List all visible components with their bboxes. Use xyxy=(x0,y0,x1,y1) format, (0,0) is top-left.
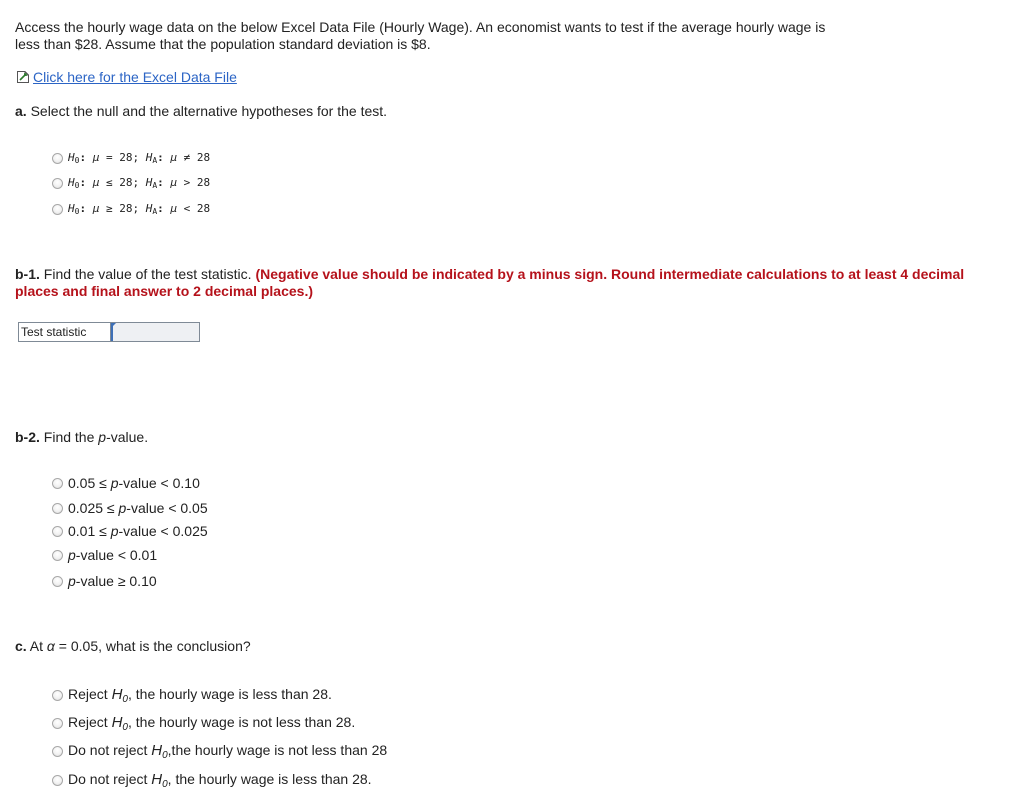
intro-line-1: Access the hourly wage data on the below Excel Data File (Hourly Wage). An economist wants to test if the average hourly wage is xyxy=(15,19,826,35)
radio-button[interactable] xyxy=(52,526,63,537)
conclusion-option-4[interactable] xyxy=(52,771,372,790)
conclusion-option-text: Reject $H_0$, the hourly wage is less than 28. xyxy=(68,686,332,705)
part-b1-label: b-1. xyxy=(15,266,40,282)
p-value-option-4[interactable] xyxy=(52,547,157,563)
hypothesis-option-3[interactable] xyxy=(52,202,210,216)
part-a-label: a. xyxy=(15,103,27,119)
excel-data-file-link[interactable]: Click here for the Excel Data File xyxy=(33,69,237,85)
part-a-question xyxy=(15,103,387,119)
p-value-option-text: 0.05 ≤ p-value < 0.10 xyxy=(68,475,200,491)
part-b2-label: b-2. xyxy=(15,429,40,445)
intro-text xyxy=(15,19,995,53)
radio-button[interactable] xyxy=(52,775,63,786)
radio-button[interactable] xyxy=(52,153,63,164)
hypothesis-text: $H_0$: μ ≥ 28; $H_A$: μ < 28 xyxy=(68,202,211,216)
radio-button[interactable] xyxy=(52,576,63,587)
p-value-option-text: 0.01 ≤ p-value < 0.025 xyxy=(68,523,208,539)
test-statistic-field xyxy=(18,322,200,342)
radio-button[interactable] xyxy=(52,178,63,189)
radio-button[interactable] xyxy=(52,690,63,701)
radio-button[interactable] xyxy=(52,718,63,729)
rounding-instructions: (Negative value should be indicated by a minus sign. Round intermediate calculations to at least 4 decimal places and final answer to 2 decimal places.) xyxy=(15,266,965,299)
part-b1-text: Find the value of the test statistic. xyxy=(39,266,256,282)
conclusion-option-1[interactable] xyxy=(52,686,332,705)
p-value-option-text: p-value < 0.01 xyxy=(68,547,158,563)
hypothesis-option-1[interactable] xyxy=(52,151,210,165)
p-value-option-5[interactable] xyxy=(52,573,157,589)
conclusion-option-2[interactable] xyxy=(52,714,355,733)
p-value-option-2[interactable] xyxy=(52,500,208,516)
input-flag-icon xyxy=(111,323,116,328)
test-statistic-label: Test statistic xyxy=(19,323,111,341)
radio-button[interactable] xyxy=(52,204,63,215)
hypothesis-text: $H_0$: μ ≤ 28; $H_A$: μ > 28 xyxy=(68,176,211,190)
part-b2-question: b-2. Find the p-value. xyxy=(15,429,149,445)
hypothesis-option-2[interactable] xyxy=(52,176,210,190)
test-statistic-input[interactable] xyxy=(111,323,199,341)
conclusion-option-text: Reject $H_0$, the hourly wage is not less than 28. xyxy=(68,714,356,733)
alpha-symbol: α xyxy=(46,638,55,654)
conclusion-option-text: Do not reject $H_0,the$ hourly wage is not less than 28 xyxy=(68,742,388,761)
p-value-option-text: 0.025 ≤ p-value < 0.05 xyxy=(68,500,208,516)
p-value-option-3[interactable] xyxy=(52,523,208,539)
excel-link-row[interactable] xyxy=(16,69,237,85)
part-b1-question xyxy=(15,266,1005,300)
part-c-label: c. xyxy=(15,638,27,654)
part-a-text: Select the null and the alternative hypotheses for the test. xyxy=(26,103,388,119)
conclusion-option-3[interactable] xyxy=(52,742,387,761)
intro-line-2: less than $28. Assume that the population standard deviation is $8. xyxy=(15,36,431,52)
conclusion-option-text: Do not reject $H_0$, the hourly wage is less than 28. xyxy=(68,771,372,790)
p-value-option-text: p-value ≥ 0.10 xyxy=(68,573,157,589)
p-value-option-1[interactable] xyxy=(52,475,200,491)
document-icon xyxy=(16,70,30,84)
radio-button[interactable] xyxy=(52,550,63,561)
radio-button[interactable] xyxy=(52,503,63,514)
radio-button[interactable] xyxy=(52,746,63,757)
part-c-question: c. At α = 0.05, what is the conclusion? xyxy=(15,638,251,654)
radio-button[interactable] xyxy=(52,478,63,489)
hypothesis-text: $H_0$: μ = 28; $H_A$: μ ≠ 28 xyxy=(68,151,211,165)
